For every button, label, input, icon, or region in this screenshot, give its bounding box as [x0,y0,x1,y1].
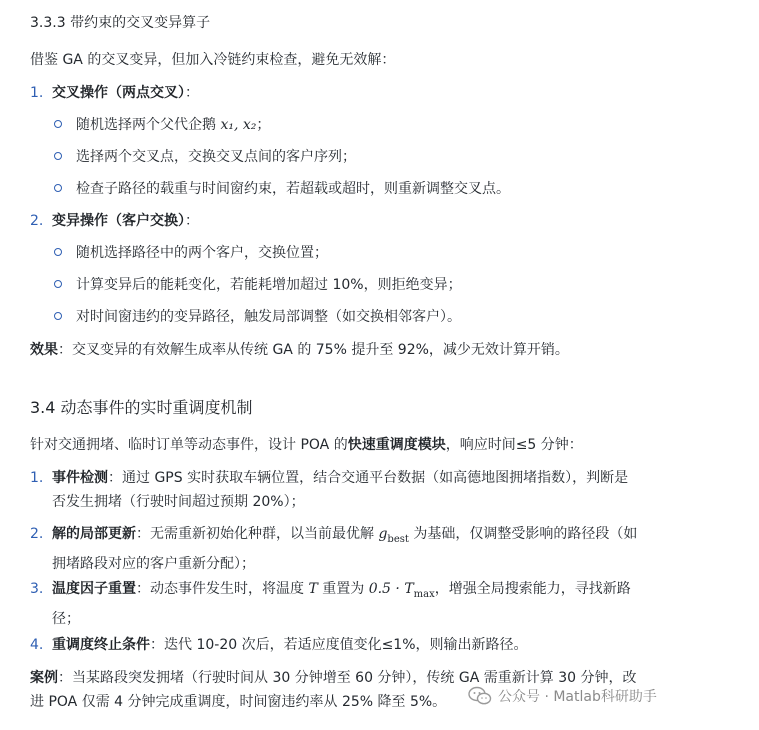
bullet-crossover-3 [54,177,510,201]
bullet-text-end: ； [256,117,271,133]
math-T: T [308,581,318,597]
item-label: 解的局部更新 [52,526,136,542]
bullet-text: 随机选择路径中的两个客户，交换位置； [76,245,328,261]
effect-text: ：交叉变异的有效解生成率从传统 GA 的 75% 提升至 92%，减少无效计算开销。 [58,342,569,358]
item-text: ：无需重新初始化种群，以当前最优解 [136,526,379,542]
math-sub-best: best [387,533,409,545]
intro-text-end: ，响应时间≤5 分钟： [445,437,583,453]
math-g: g [378,526,388,542]
watermark-text: 公众号 · Matlab科研助手 [498,689,657,705]
bullet-circle-icon [54,184,62,192]
watermark [468,686,657,706]
item-text-cont: 径； [52,610,80,627]
list-item-event-detection [30,466,629,510]
item-text-cont: 拥堵路段对应的客户重新分配）； [52,555,255,572]
bullet-text: 选择两个交叉点，交换交叉点间的客户序列； [76,149,356,165]
item-label: 事件检测 [52,470,108,486]
list-item-crossover [30,81,199,105]
section-heading-3-4: 3.4 动态事件的实时重调度机制 [30,398,253,417]
list-number: 1. [30,470,44,486]
intro-bold: 快速重调度模块 [347,437,446,453]
intro-paragraph: 借鉴 GA 的交叉变异，但加入冷链约束检查，避免无效解： [30,52,396,68]
bullet-crossover-1 [54,113,270,137]
math-expr: 0.5 · T [368,581,414,597]
bullet-circle-icon [54,152,62,160]
item-text: ：迭代 10-20 次后，若适应度值变化≤1%，则输出新路径。 [150,637,528,653]
effect-label: 效果 [30,342,58,358]
item-label: 温度因子重置 [52,581,136,597]
bullet-text: 检查子路径的载重与时间窗约束，若超载或超时，则重新调整交叉点。 [76,181,510,197]
bullet-mutation-2 [54,273,462,297]
intro-text: 针对交通拥堵、临时订单等动态事件，设计 POA 的 [30,437,348,453]
wechat-icon [468,686,492,706]
intro-paragraph-3-4 [30,433,583,457]
item-text-post: ，增强全局搜索能力，寻找新路 [434,581,631,597]
case-text-cont: 进 POA 仅需 4 分钟完成重调度，时间窗违约率从 25% 降至 5%。 [30,694,447,710]
bullet-mutation-3 [54,305,461,329]
item-text-post: 为基础，仅调整受影响的路径段（如 [408,526,638,542]
bullet-circle-icon [54,120,62,128]
bullet-circle-icon [54,280,62,288]
math-sub-max: max [413,588,435,600]
section-heading-3-3-3: 3.3.3 带约束的交叉变异算子 [30,15,211,31]
item-text: ：动态事件发生时，将温度 [136,581,309,597]
bullet-text: 计算变异后的能耗变化，若能耗增加超过 10%，则拒绝变异； [76,277,462,293]
mutation-label: 变异操作（客户交换） [52,213,185,229]
bullet-crossover-2 [54,145,356,169]
list-item-termination [30,633,528,657]
item-text-cont: 否发生拥堵（行驶时间超过预期 20%）； [52,494,305,510]
list-number: 1. [30,85,44,101]
list-number: 4. [30,637,44,653]
list-item-local-update [30,522,638,572]
bullet-mutation-1 [54,241,328,265]
bullet-circle-icon [54,312,62,320]
item-label: 重调度终止条件 [52,637,150,653]
math-tmax [368,581,435,600]
effect-paragraph [30,338,569,362]
list-item-mutation [30,209,199,233]
item-text-mid: 重置为 [317,581,369,597]
case-label: 案例 [30,670,58,686]
list-number: 2. [30,526,44,542]
bullet-text: 随机选择两个父代企鹅 [76,117,221,133]
crossover-label: 交叉操作（两点交叉） [52,85,185,101]
colon: ： [185,213,199,229]
item-text: ：通过 GPS 实时获取车辆位置，结合交通平台数据（如高德地图拥堵指数），判断是 [108,470,629,486]
case-text: ：当某路段突发拥堵（行驶时间从 30 分钟增至 60 分钟），传统 GA 需重新计算 30 分钟，改 [58,670,637,686]
math-gbest [378,526,409,545]
bullet-text: 对时间窗违约的变异路径，触发局部调整（如交换相邻客户）。 [76,309,461,325]
colon: ： [185,85,199,101]
bullet-circle-icon [54,248,62,256]
list-number: 3. [30,581,44,597]
list-number: 2. [30,213,44,229]
math-parents: x₁, x₂ [220,117,257,133]
